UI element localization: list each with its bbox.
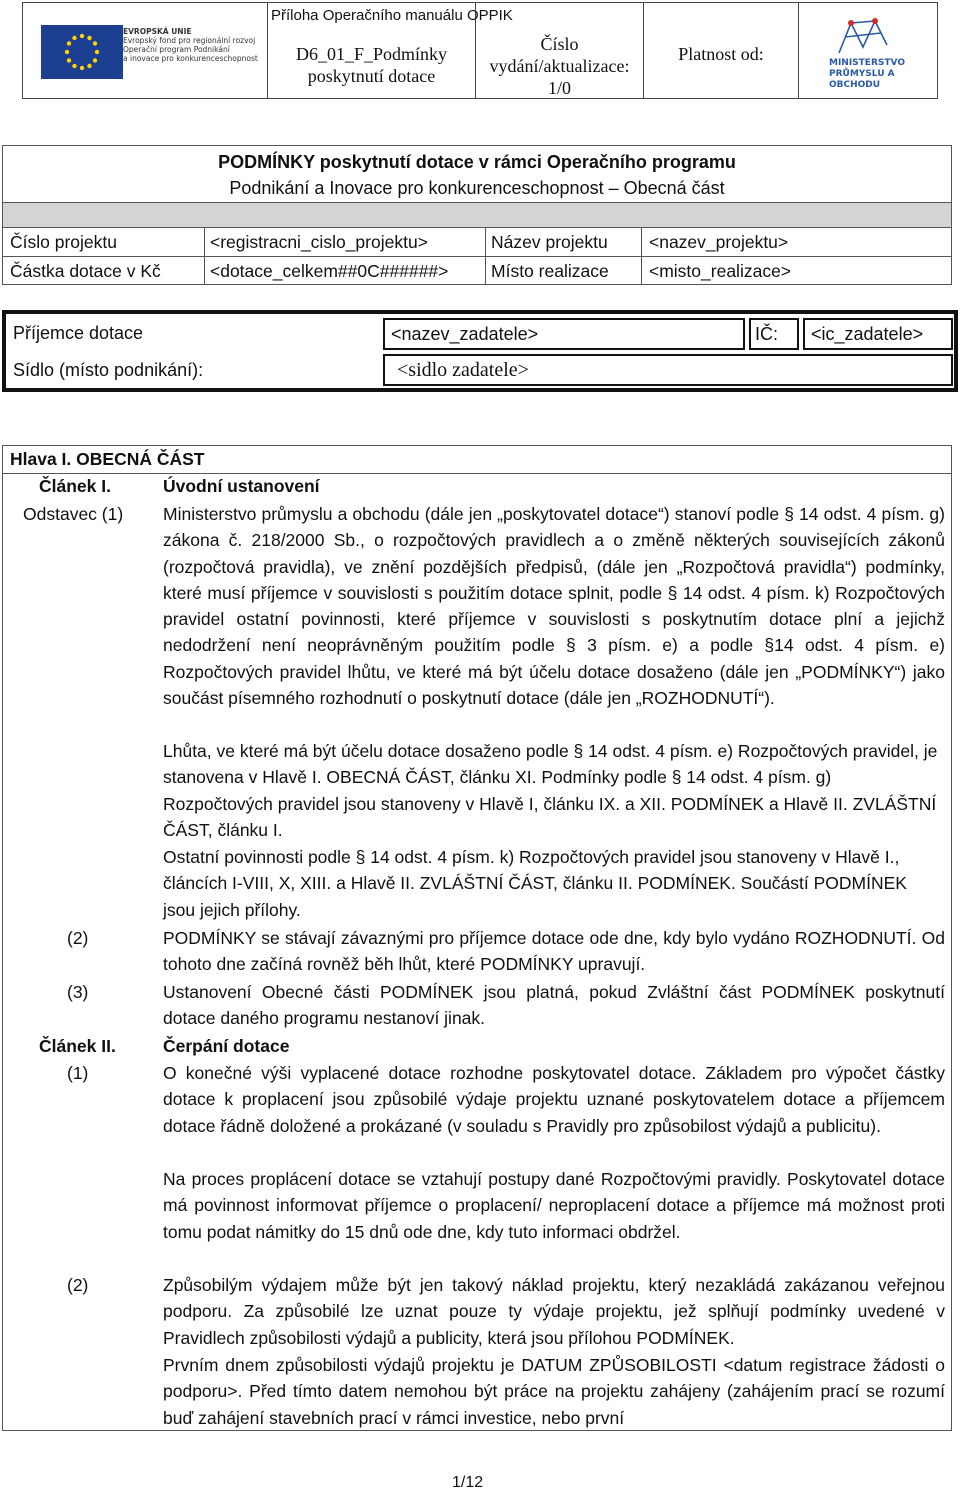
valid-from-cell [644,3,799,98]
article-1-para-1-text-a: Ministerstvo průmyslu a obchodu (dále jen „poskytovatel dotace“) stanoví podle § 14 odst. 4 písm. g) zákona č. 218/2000 Sb., o rozpočtových pravidlech a o změně některých souvisejících zákonů (rozpočtová pravidla), ve znění pozdějších předpisů, (dále jen „Rozpočtová pravidla“) podmínky, které musí příjemce v souvislosti s použitím dotace splnit, podle § 14 odst. 4 písm. k) Rozpočtových pravidel ostatní povinnosti, které příjemce v souvislosti s poskytnutím dotace plní a jejichž nedodržení není neoprávněným použitím podle § 3 písm. e) a podle §14 odst. 4 písm. e) Rozpočtových pravidel lhůtu, ve které má být účelu dotace dosaženo (dále jen „PODMÍNKY“) jako součást písemného rozhodnutí o poskytnutí dotace (dále jen „ROZHODNUTÍ“). [163,504,945,709]
seat-label: Sídlo (místo podnikání): [13,360,204,380]
article-2-para-1-label: (1) [67,1063,89,1083]
project-row-amount [3,256,951,284]
article-1-para-1-text-b: Lhůta, ve které má být účelu dotace dosaženo podle § 14 odst. 4 písm. e) Rozpočtových pravidel, je stanovena v Hlavě I. OBECNÁ ČÁST, článku XI. Podmínky podle § 14 odst. 4 písm. g) Rozpočtových pravidel jsou stanoveny v Hlavě I, článku IX. a XII. PODMÍNEK a Hlavě II. ZVLÁŠTNÍ ČÁST, článku I. [163,741,938,840]
gray-separator-row [3,202,951,228]
eu-stars-icon [41,25,123,79]
article-1-para-1-label: Odstavec (1) [23,504,124,524]
page-number: 1/12 [452,1474,484,1491]
article-2-para-1-text-a: O konečné výši vyplacené dotace rozhodne poskytovatel dotace. Základem pro výpočet částky dotace k proplacení jsou způsobilé výdaje projektu uznané poskytovatelem dotace a příjemcem dotace řádně doložené a prokázané (v souladu s Pravidly pro způsobilost výdajů a publicitu). [163,1063,945,1136]
article-2-para-2-text-a: Způsobilým výdajem může být jen takový náklad projektu, který nezakládá zakázanou veřejnou podporu. Za způsobilé lze uznat pouze ty výdaje projektu, jež splňují podmínky uvedené v Pravidlech způsobilosti výdajů a publicity, která jsou přílohou PODMÍNEK. [163,1275,945,1348]
article-2-para-1-text-b: Na proces proplácení dotace se vztahují postupy dané Rozpočtovými pravidly. Poskytovatel dotace má povinnost informovat příjemce o proplacení/ neproplacení dotace a příjemce má možnost proti tomu podat námitky do 15 dnů ode dne, kdy tuto informaci obdržel. [163,1169,945,1242]
article-2-label: Článek II. [39,1036,116,1056]
conditions-title: PODMÍNKY poskytnutí dotace v rámci Operačního programu Podnikání a Inovace pro konkurenceschopnost – Obecná část [218,152,736,198]
recipient-name-field: <nazev_zadatele> [383,318,745,350]
article-2-title: Čerpání dotace [163,1036,290,1056]
recipient-box [2,310,958,392]
recipient-label: Příjemce dotace [13,323,144,343]
eu-flag-logo [41,25,123,79]
valid-from-label: Platnost od: [678,44,764,64]
version-label: Číslo vydání/aktualizace: 1/0 [489,34,630,98]
article-1-para-3-text: Ustanovení Obecné části PODMÍNEK jsou platná, pokud Zvláštní část PODMÍNEK poskytnutí dotace daného programu nestanoví jinak. [163,982,945,1029]
mpo-logo-cell [799,3,938,98]
doc-id: D6_01_F_Podmínky poskytnutí dotace [295,44,448,86]
seat-value-field: <sidlo zadatele> [383,354,953,386]
mpo-logo-icon [835,17,891,57]
article-1-para-2-text: PODMÍNKY se stávají závaznými pro příjemce dotace ode dne, kdy bylo vydáno ROZHODNUTÍ. Od tohoto dne začíná rovněž běh lhůt, které PODMÍNKY upravují. [163,928,945,975]
part-heading: Hlava I. OBECNÁ ČÁST [10,449,205,469]
article-1-title: Úvodní ustanovení [163,476,320,496]
conditions-body [2,445,952,1431]
project-number-value: <registracni_cislo_projektu> [210,232,428,252]
article-1-para-2-label: (2) [67,928,89,948]
project-name-value: <nazev_projektu> [649,232,789,252]
eu-logo-cell [23,3,268,98]
conditions-title-table [2,145,952,285]
ic-value-field: <ic_zadatele> [803,318,953,350]
article-1-para-1-text-c: Ostatní povinnosti podle § 14 odst. 4 písm. k) Rozpočtových pravidel jsou stanoveny v Hlavě I., článcích I-VIII, X, XIII. a Hlavě II. ZVLÁŠTNÍ ČÁST, článku II. PODMÍNEK. Součástí PODMÍNEK jsou jejich přílohy. [163,847,907,920]
article-2-para-2-text-b: Prvním dnem způsobilosti výdajů projektu je DATUM ZPŮSOBILOSTI <datum registrace žádosti o podporu>. Před tímto datem nemohou být práce na projektu zahájeny (zahájením prací se rozumí buď zahájení stavebních prací v rámci investice, nebo první [163,1355,945,1428]
place-value: <misto_realizace> [649,261,792,281]
mpo-logo-text: MINISTERSTVO PRŮMYSLU A OBCHODU [829,58,905,90]
ic-label-cell: IČ: [749,318,799,350]
project-row-number [3,228,951,256]
document-header [22,2,938,99]
eu-logo-text: EVROPSKÁ UNIE Evropský fond pro regionální rozvoj Operační program Podnikání a inovace pro konkurenceschopnost [123,27,258,63]
amount-value: <dotace_celkem##0C######> [210,261,449,281]
header-subtitle: Příloha Operačního manuálu OPPIK [271,7,513,24]
place-label: Místo realizace [491,261,609,281]
project-number-label: Číslo projektu [10,232,117,252]
article-1-label: Článek I. [39,476,111,496]
article-2-para-2-label: (2) [67,1275,89,1295]
project-name-label: Název projektu [491,232,608,252]
amount-label: Částka dotace v Kč [10,261,161,281]
article-1-para-3-label: (3) [67,982,89,1002]
